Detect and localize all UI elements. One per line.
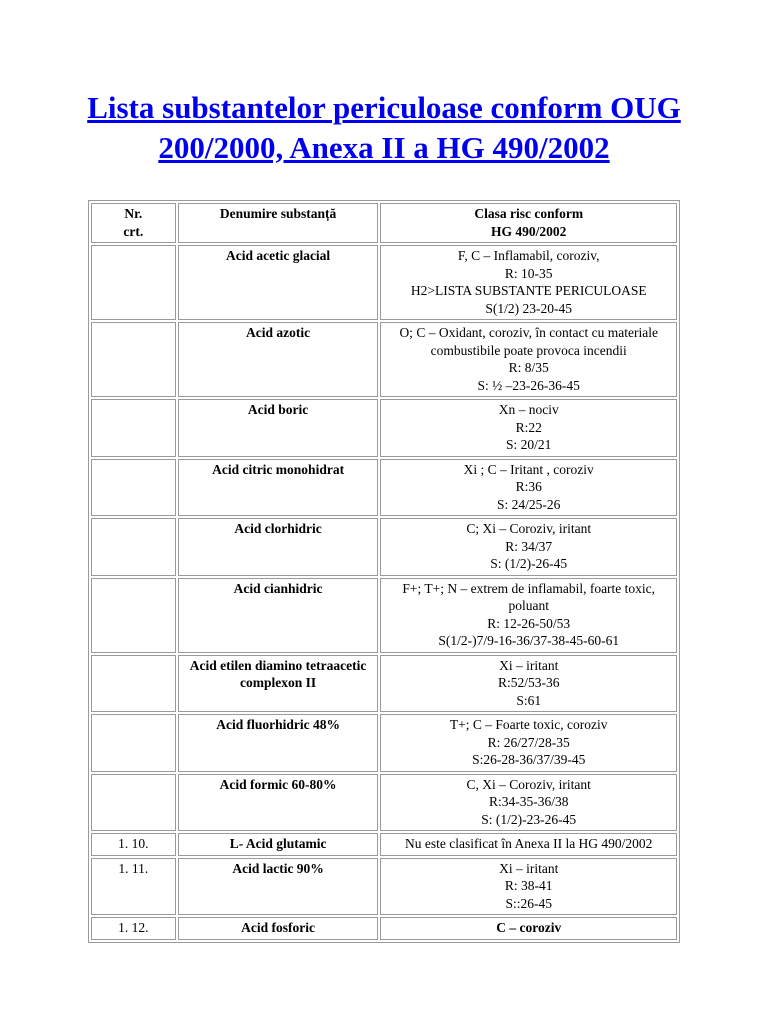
- substance-name-line: Acid fosforic: [241, 920, 315, 935]
- risk-class-line: F, C – Inflamabil, coroziv,: [457, 248, 600, 263]
- substances-table: [88, 200, 680, 943]
- header-name: Denumire substanță: [178, 203, 379, 243]
- row-number: 1. 12.: [91, 917, 176, 940]
- risk-class-line: R:36: [515, 479, 542, 494]
- row-number: 1. 11.: [91, 858, 176, 916]
- risk-class: [380, 322, 677, 397]
- risk-class-line: S: ½ –23-26-36-45: [477, 377, 580, 393]
- risk-class-line: Xi ; C – Iritant , coroziv: [463, 461, 594, 477]
- risk-class-line: R: 34/37: [505, 538, 553, 554]
- substance-name: [178, 322, 379, 397]
- risk-class-line: Xi – iritant: [499, 860, 559, 876]
- table-row: [91, 518, 677, 576]
- substance-name: [178, 858, 379, 916]
- substance-name: [178, 245, 379, 320]
- substance-name: [178, 399, 379, 457]
- table-row: [91, 833, 677, 856]
- table-row: [91, 714, 677, 772]
- row-number: [91, 322, 176, 397]
- row-number: [91, 774, 176, 832]
- substance-name-line: Acid cianhidric: [233, 580, 323, 596]
- risk-class: [380, 578, 677, 653]
- table-row: [91, 917, 677, 940]
- substance-name: [178, 655, 379, 713]
- substance-name: [178, 578, 379, 653]
- risk-class-line: C; Xi – Coroziv, iritant: [466, 521, 592, 536]
- risk-class: [380, 774, 677, 832]
- table-row: [91, 459, 677, 517]
- substance-name-line: L- Acid glutamic: [229, 836, 327, 851]
- substance-name-line: complexon II: [240, 675, 317, 690]
- substance-name: [178, 714, 379, 772]
- row-number: [91, 578, 176, 653]
- row-number: 1. 10.: [91, 833, 176, 856]
- risk-class-line: R:52/53-36: [497, 675, 560, 690]
- risk-class-line: R: 8/35: [508, 360, 549, 375]
- risk-class-line: S:61: [516, 692, 542, 708]
- substance-name-line: Acid formic 60-80%: [219, 776, 337, 792]
- risk-class-line: Xn – nociv: [498, 402, 559, 417]
- risk-class-line: poluant: [508, 598, 549, 613]
- substance-name: [178, 459, 379, 517]
- risk-class-line: S: 24/25-26: [497, 496, 561, 512]
- risk-class-line: S: 20/21: [506, 437, 552, 452]
- risk-class-line: combustibile poate provoca incendii: [430, 342, 627, 358]
- risk-class-line: Xi – iritant: [499, 657, 559, 673]
- risk-class-line: R:34-35-36/38: [488, 794, 569, 809]
- substance-name-line: Acid fluorhidric 48%: [216, 717, 340, 732]
- table-row: [91, 399, 677, 457]
- risk-class: [380, 833, 677, 856]
- risk-class-line: S::26-45: [505, 895, 552, 911]
- risk-class-line: R: 10-35: [504, 265, 553, 281]
- row-number: [91, 714, 176, 772]
- risk-class: [380, 655, 677, 713]
- table-row: [91, 322, 677, 397]
- risk-class-line: R:22: [515, 419, 542, 435]
- risk-class: [380, 518, 677, 576]
- risk-class-line: S(1/2) 23-20-45: [485, 300, 573, 316]
- row-number: [91, 655, 176, 713]
- risk-class-line: R: 12-26-50/53: [487, 615, 571, 631]
- document-title-link[interactable]: Lista substantelor periculoase conform OUG 200/2000, Anexa II a HG 490/2002: [87, 90, 681, 165]
- row-number: [91, 399, 176, 457]
- risk-class: [380, 459, 677, 517]
- header-nr: Nr. crt.: [91, 203, 176, 243]
- risk-class-line: C – coroziv: [496, 920, 562, 935]
- risk-class-line: R: 26/27/28-35: [487, 734, 570, 750]
- table-row: [91, 858, 677, 916]
- substance-name: [178, 518, 379, 576]
- substance-name-line: Acid clorhidric: [234, 521, 322, 536]
- row-number: [91, 518, 176, 576]
- risk-class-line: O; C – Oxidant, coroziv, în contact cu materiale: [399, 325, 658, 340]
- risk-class: [380, 858, 677, 916]
- substance-name: [178, 774, 379, 832]
- risk-class-line: R: 38-41: [504, 878, 553, 893]
- substance-name-line: Acid lactic 90%: [232, 860, 324, 876]
- header-risk-class: Clasa risc conform HG 490/2002: [380, 203, 677, 243]
- substance-name-line: Acid acetic glacial: [225, 248, 331, 263]
- table-body: [91, 245, 677, 940]
- risk-class-line: S(1/2-)7/9-16-36/37-38-45-60-61: [438, 633, 620, 648]
- substance-name-line: Acid boric: [247, 402, 309, 417]
- risk-class: [380, 399, 677, 457]
- risk-class-line: T+; C – Foarte toxic, coroziv: [449, 717, 608, 732]
- table-header-row: [91, 203, 677, 243]
- row-number: [91, 459, 176, 517]
- risk-class-line: H2>LISTA SUBSTANTE PERICULOASE: [410, 283, 647, 298]
- table-row: [91, 578, 677, 653]
- substance-name: [178, 833, 379, 856]
- risk-class-line: F+; T+; N – extrem de inflamabil, foarte toxic,: [402, 580, 656, 596]
- substance-name: [178, 917, 379, 940]
- risk-class-line: Nu este clasificat în Anexa II la HG 490/2002: [405, 836, 653, 851]
- table-row: [91, 655, 677, 713]
- risk-class: [380, 245, 677, 320]
- risk-class-line: C, Xi – Coroziv, iritant: [466, 776, 591, 792]
- substance-name-line: Acid citric monohidrat: [212, 461, 345, 477]
- table-row: [91, 774, 677, 832]
- substance-name-line: Acid azotic: [246, 325, 311, 340]
- risk-class: [380, 714, 677, 772]
- risk-class: [380, 917, 677, 940]
- table-row: [91, 245, 677, 320]
- risk-class-line: S: (1/2)-26-45: [490, 556, 568, 571]
- risk-class-line: S:26-28-36/37/39-45: [472, 752, 586, 767]
- substance-name-line: Acid etilen diamino tetraacetic: [189, 657, 367, 673]
- risk-class-line: S: (1/2)-23-26-45: [481, 811, 577, 827]
- row-number: [91, 245, 176, 320]
